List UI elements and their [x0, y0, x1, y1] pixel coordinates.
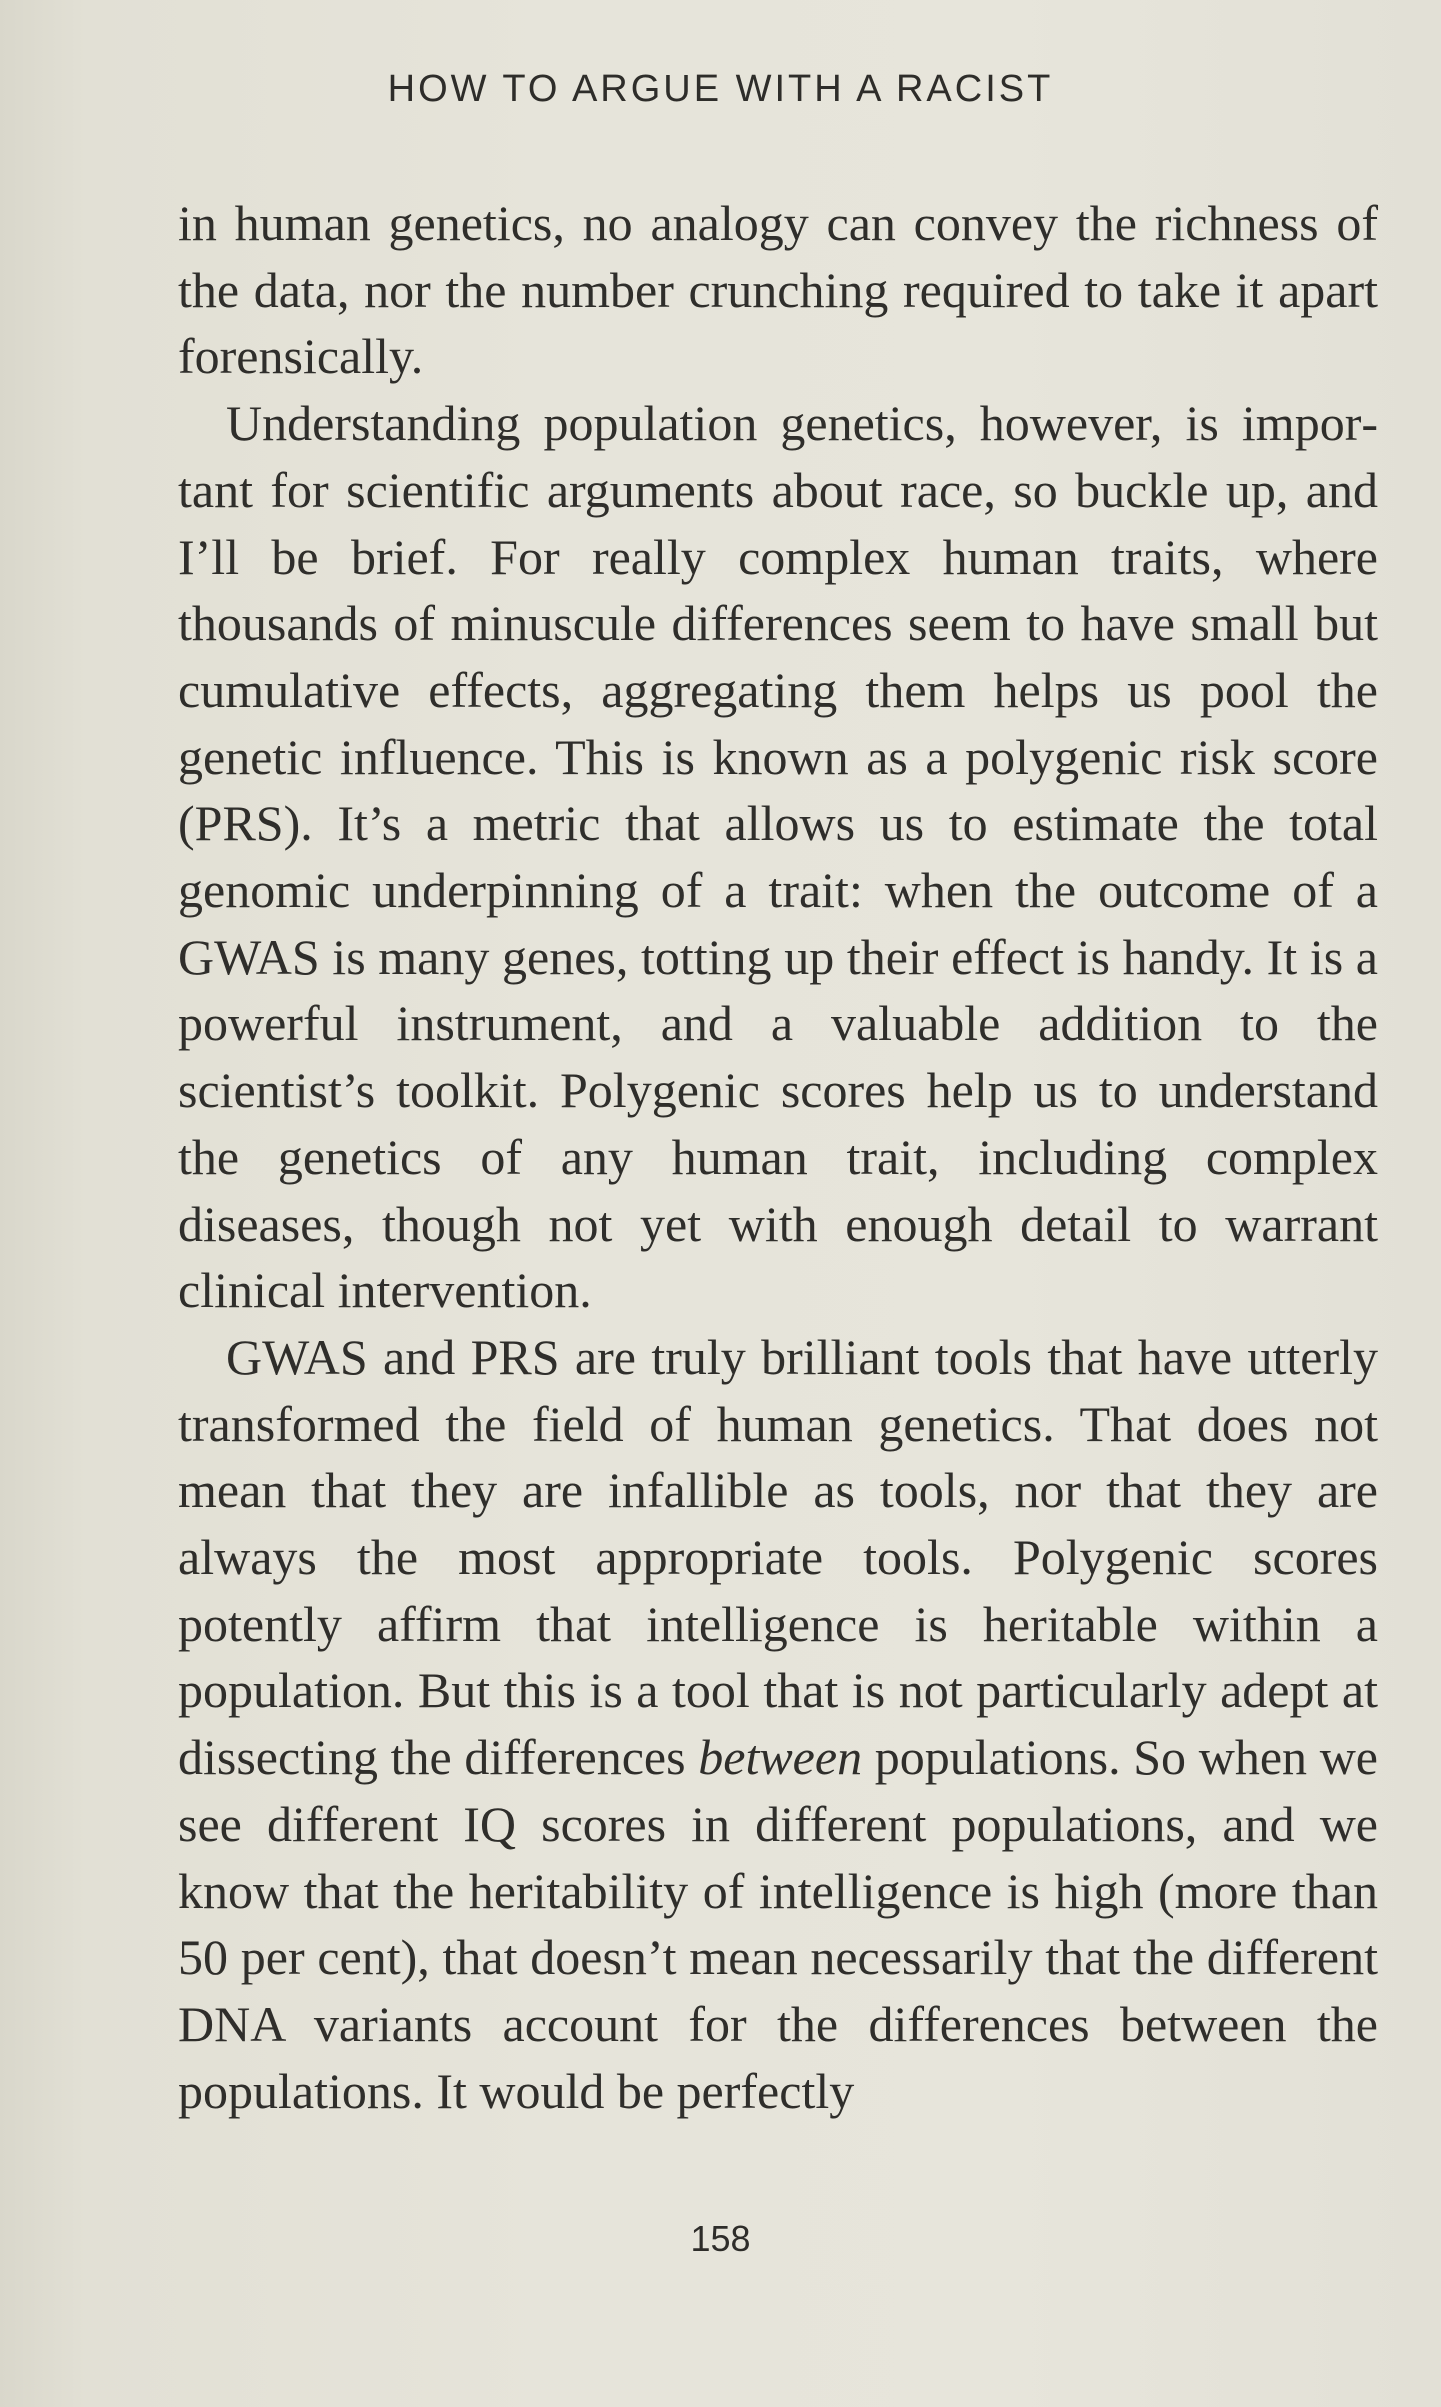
paragraph-3: [178, 1324, 1378, 2124]
page-number: 158: [690, 2218, 751, 2259]
paragraph-3-text-start: GWAS and PRS are truly brilliant tools that have utterly transformed the field of human genetics. That does not mean that they are infallible as tools, nor that they are always the most appropriate tools. Polygenic scores potently affirm that intelligence is heritable within a population. But this is a tool that is not particularly adept at dissecting the differences: [178, 1328, 1378, 1786]
emphasis-between: between: [698, 1729, 863, 1786]
paragraph-3-text-end: populations. So when we see different IQ scores in different populations, and we know that the heritability of intelligence is high (more than 50 per cent), that doesn’t mean necessarily that the different DNA variants account for the differences between the populations. It would be perfectly: [178, 1729, 1378, 2119]
running-head: HOW TO ARGUE WITH A RACIST: [387, 68, 1054, 110]
paragraph-1: in human genetics, no analogy can convey the richness of the data, nor the number crunching required to take it apart forensically.: [178, 195, 1378, 385]
body-text: [178, 190, 1378, 2124]
paragraph-2: Understanding population genetics, however, is important for scientific arguments about race, so buckle up, and I’ll be brief. For really complex human traits, where thousands of minuscule differences seem to have small but cumulative effects, aggregating them helps us pool the genetic influence. This is known as a polygenic risk score (PRS). It’s a metric that allows us to estimate the total genomic underpinning of a trait: when the outcome of a GWAS is many genes, totting up their effect is handy. It is a powerful instrument, and a valuable addition to the scientist’s toolkit. Polygenic scores help us to understand the genetics of any human trait, including complex diseases, though not yet with enough detail to warrant clinical intervention.: [178, 395, 1378, 1319]
